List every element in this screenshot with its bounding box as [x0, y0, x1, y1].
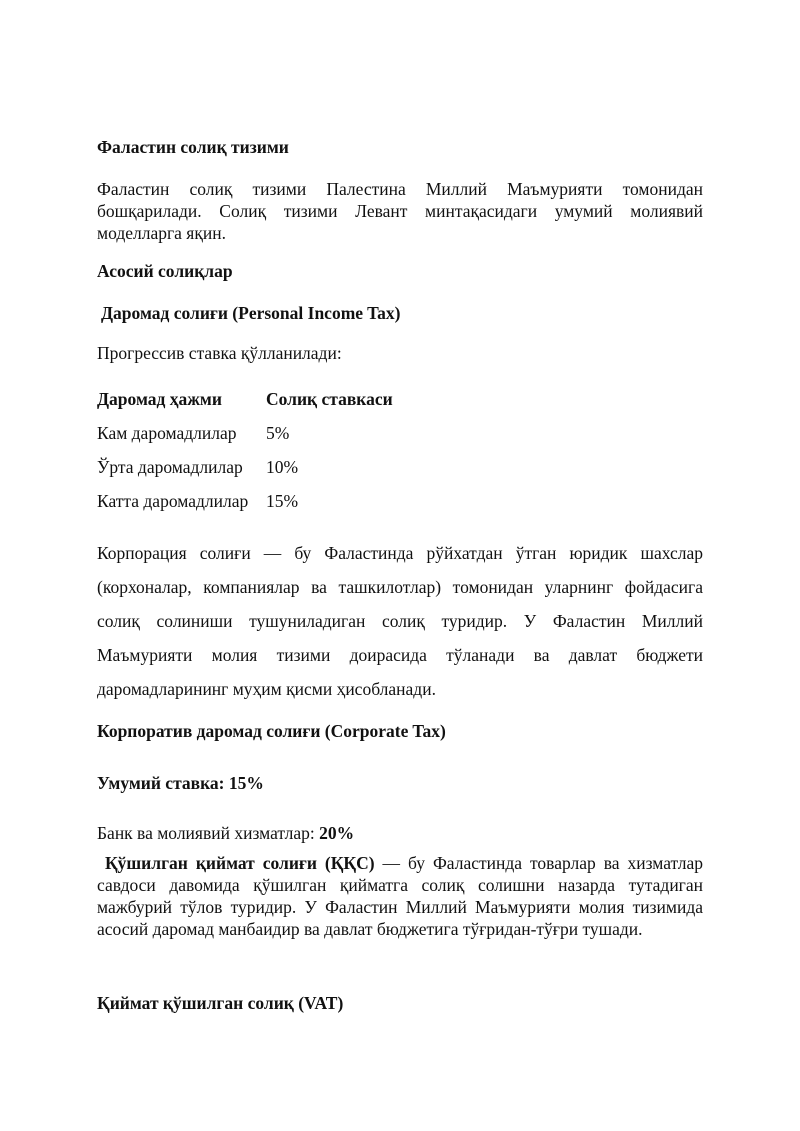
- table-row: [97, 484, 437, 518]
- table-header-income: Даромад ҳажми: [97, 388, 222, 409]
- progressive-note: Прогрессив ставка қўлланилади:: [97, 343, 342, 363]
- table-cell-rate: 5%: [266, 422, 290, 443]
- income-tax-heading: Даромад солиғи (Personal Income Tax): [101, 303, 401, 323]
- table-row: [97, 450, 437, 484]
- general-rate: Умумий ставка: 15%: [97, 773, 264, 793]
- document-title: Фаластин солиқ тизими: [97, 137, 289, 157]
- bank-rate-line: [97, 823, 703, 844]
- income-tax-table: [97, 382, 437, 518]
- vat-paragraph-text: — бу Фаластинда товарлар ва хизматлар савдоси давомида қўшилган қийматга солиқ солишни назарда тутадиган мажбурий тўлов туридир. У Фаластин Миллий Маъмурияти молия тизимида асосий даромад манбаидир ва давлат бюджетига тўғридан-тўғри тушади.: [97, 853, 703, 939]
- table-cell-income: Катта даромадлилар: [97, 490, 249, 511]
- intro-paragraph: Фаластин солиқ тизими Палестина Миллий Маъмурияти томонидан бошқарилади. Солиқ тизими Левант минтақасидаги умумий молиявий моделларга яқин.: [97, 179, 703, 243]
- table-header-row: [97, 382, 437, 416]
- main-taxes-heading: Асосий солиқлар: [97, 261, 233, 281]
- corporation-tax-paragraph: Корпорация солиғи — бу Фаластинда рўйхатдан ўтган юридик шахслар (корхоналар, компаниялар ва ташкилотлар) томонидан уларнинг фойдасига солиқ солиниши тушуниладиган солиқ туридир. У Фаластин Миллий Маъмурияти молия тизими доирасида тўланади ва давлат бюджети даромадларининг муҳим қисми ҳисобланади.: [97, 543, 703, 699]
- table-header-rate: Солиқ ставкаси: [266, 388, 393, 409]
- table-cell-rate: 10%: [266, 456, 299, 477]
- table-cell-rate: 15%: [266, 490, 299, 511]
- vat-term: Қўшилган қиймат солиғи (ҚҚС): [104, 853, 375, 873]
- table-cell-income: Ўрта даромадлилар: [97, 456, 243, 477]
- table-cell-income: Кам даромадлилар: [97, 422, 237, 443]
- vat-paragraph: [97, 852, 703, 940]
- bank-rate-label: Банк ва молиявий хизматлар:: [97, 823, 320, 843]
- table-row: [97, 416, 437, 450]
- corporate-tax-heading: Корпоратив даромад солиғи (Corporate Tax): [97, 721, 446, 741]
- vat-heading: Қиймат қўшилган солиқ (VAT): [97, 993, 344, 1013]
- bank-rate-value: 20%: [319, 823, 355, 843]
